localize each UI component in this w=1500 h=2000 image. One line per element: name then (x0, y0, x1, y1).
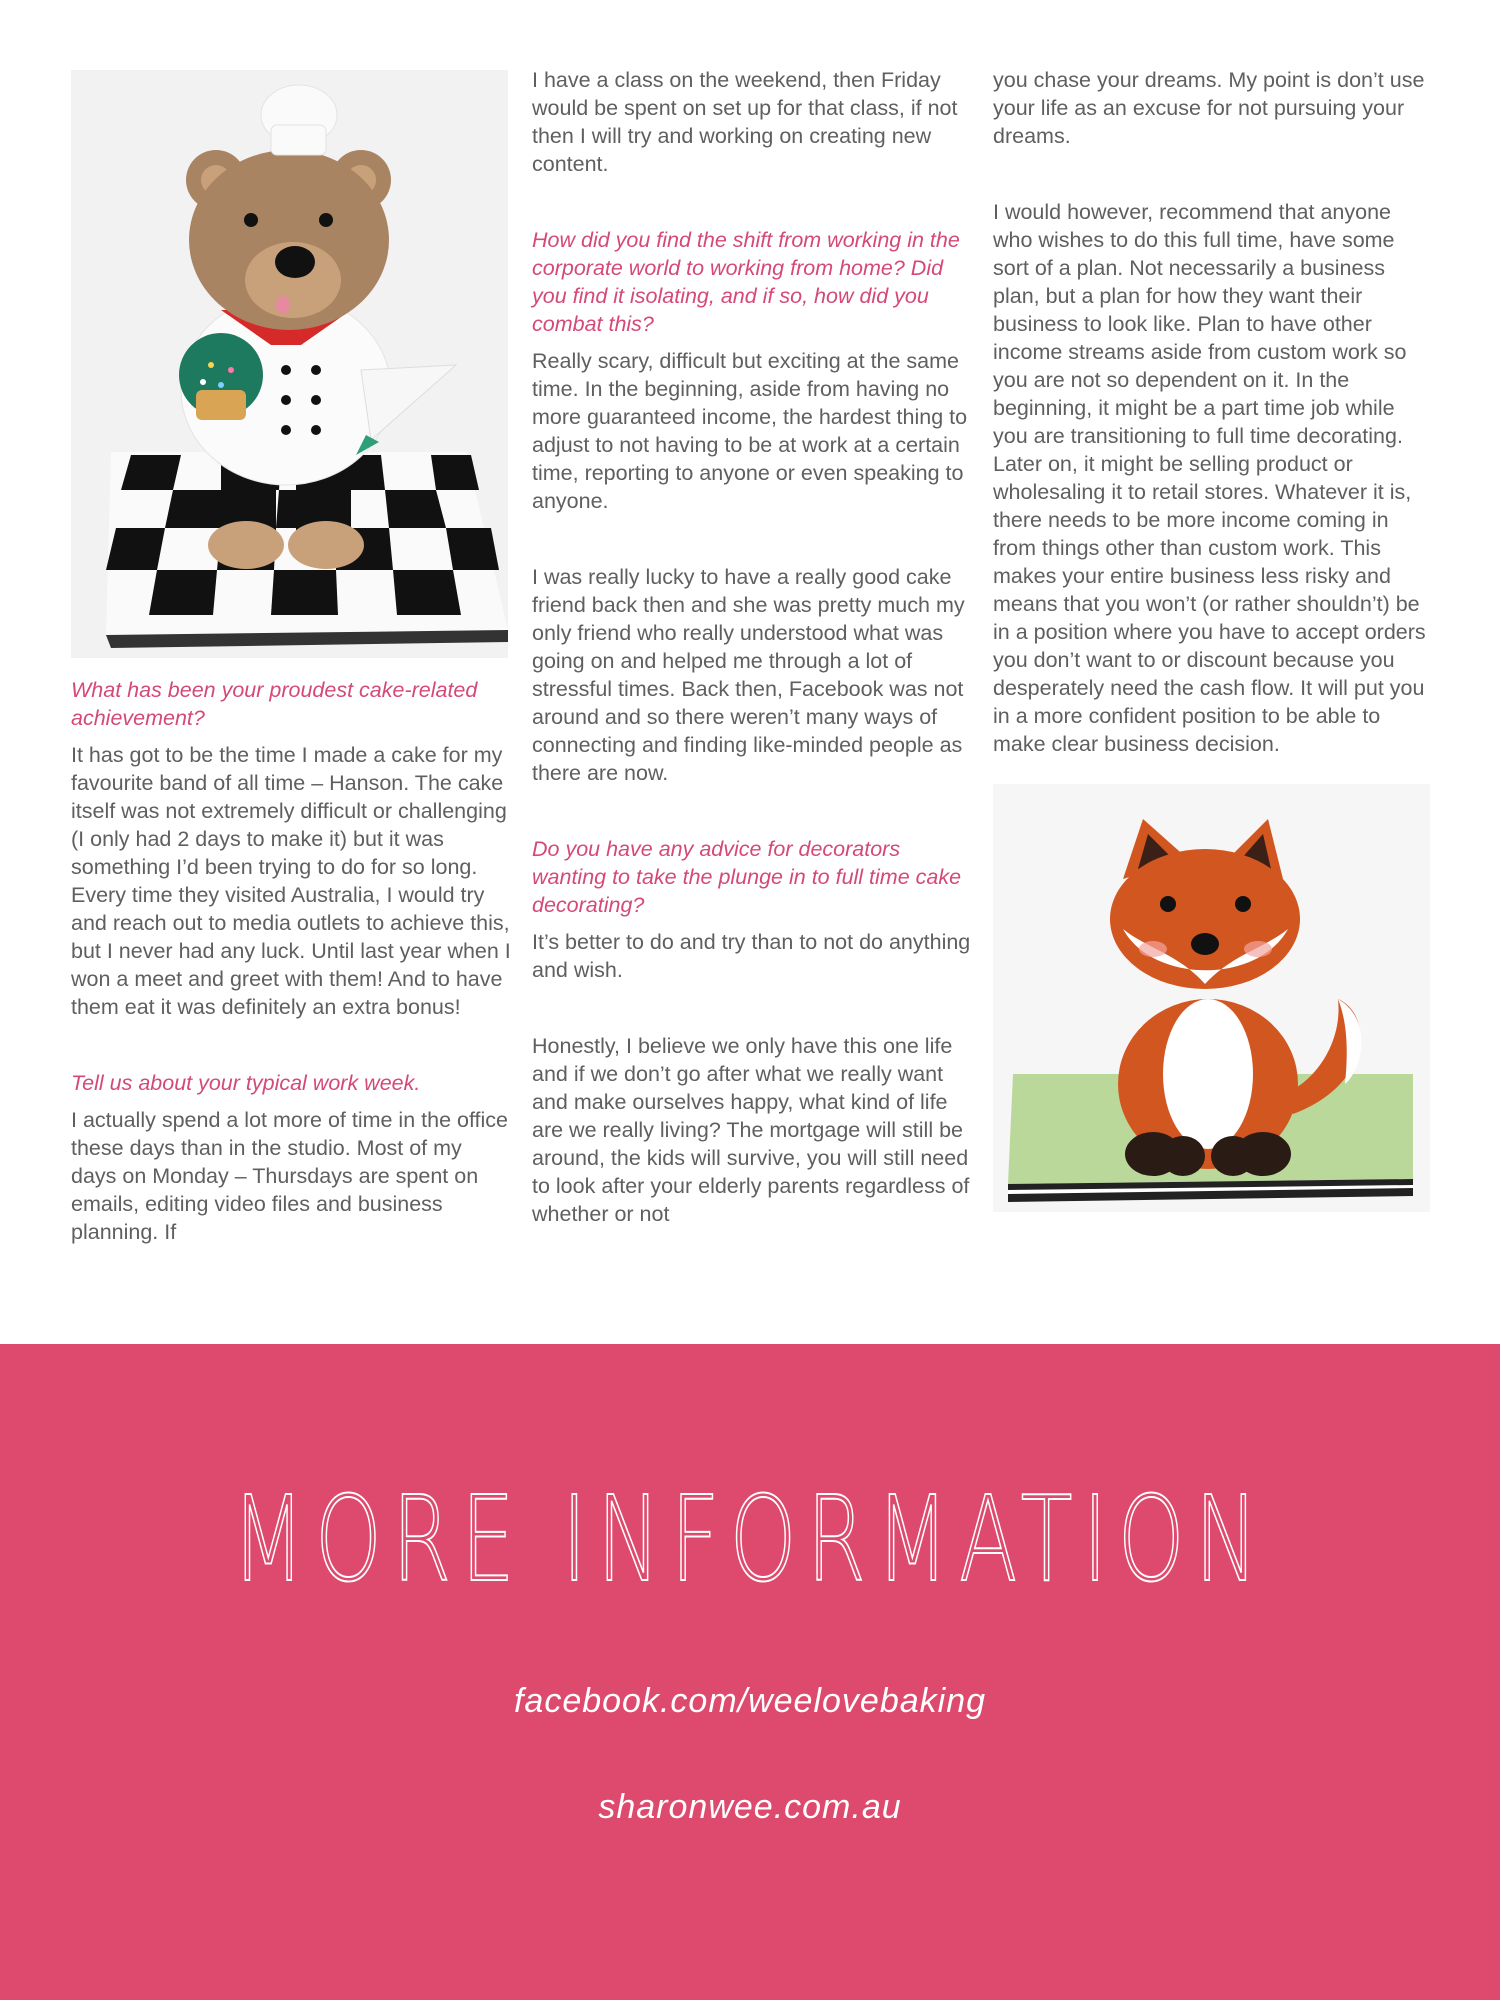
answer-work-week-part-1: I actually spend a lot more of time in the office these days than in the studio. Most of my days on Monday – Thursdays are spent on emails, editing video files and business planning. If (71, 1108, 509, 1244)
answer-advice-part-2: Honestly, I believe we only have this one life and if we don’t go after what we really want and make ourselves happy, what kind of life are we really living? The mortgage will still be around, the kids will survive, you will still need to look after your elderly parents regardless of whether or not (532, 1034, 970, 1226)
website-link[interactable]: sharonwee.com.au (598, 1788, 902, 1826)
bear-chef-cake-image (71, 70, 508, 658)
answer-work-week-part-2: I have a class on the weekend, then Friday would be spent on set up for that class, if not then I will try and working on creating new content. (532, 68, 958, 176)
column-3 (993, 66, 1433, 1212)
answer-advice-part-1: It’s better to do and try than to not do anything and wish. (532, 930, 971, 982)
answer-proudest-achievement: It has got to be the time I made a cake for my favourite band of all time – Hanson. The cake itself was not extremely difficult or challenging (I only had 2 days to make it) but it was something I’d been trying to do for so long. Every time they visited Australia, I would try and reach out to media outlets to achieve this, but I never had any luck. Until last year when I won a meet and greet with them! And to have them eat it was definitely an extra bonus! (71, 743, 511, 1019)
answer-advice-part-3: you chase your dreams. My point is don’t use your life as an excuse for not pursuing your dreams. (993, 68, 1425, 148)
answer-shift-part-1: Really scary, difficult but exciting at the same time. In the beginning, aside from having no more guaranteed income, the hardest thing to adjust to not having to be at work at a certain time, reporting to anyone or even speaking to anyone. (532, 349, 968, 513)
question-proudest-achievement: What has been your proudest cake-related achievement? (71, 678, 478, 730)
answer-advice-part-4: I would however, recommend that anyone who wishes to do this full time, have some sort of a plan. Not necessarily a business plan, but a plan for how they want their business to look like. Plan to have other income streams aside from custom work so you are not so dependent on it. In the beginning, it might be a part time job while you are transitioning to full time decorating. Later on, it might be selling product or wholesaling it to retail stores. Whatever it is, there needs to be more income coming in from things other than custom work. This makes your entire business less risky and means that you won’t (or rather shouldn’t) be in a position where you have to accept orders you don’t want to or discount because you desperately need the cash flow. It will put you in a more confident position to be able to make clear business decision. (993, 200, 1426, 756)
more-information-title: MORE INFORMATION (231, 1470, 1269, 1608)
column-1 (71, 70, 511, 1294)
facebook-link[interactable]: facebook.com/weelovebaking (513, 1682, 987, 1720)
answer-shift-part-2: I was really lucky to have a really good cake friend back then and she was pretty much my only friend who really understood what was going on and helped me through a lot of stressful times. Back then, Facebook was not around and so there weren’t many ways of connecting and finding like-minded people as there are now. (532, 565, 965, 785)
more-information-footer (0, 1344, 1500, 2000)
question-advice: Do you have any advice for decorators wanting to take the plunge in to full time cake decorating? (532, 837, 962, 917)
column-2 (532, 66, 972, 1276)
question-typical-work-week: Tell us about your typical work week. (71, 1071, 421, 1095)
question-shift-to-home: How did you find the shift from working in the corporate world to working from home? Did you find it isolating, and if so, how did you combat this? (532, 228, 960, 336)
fox-cake-image (993, 784, 1430, 1212)
